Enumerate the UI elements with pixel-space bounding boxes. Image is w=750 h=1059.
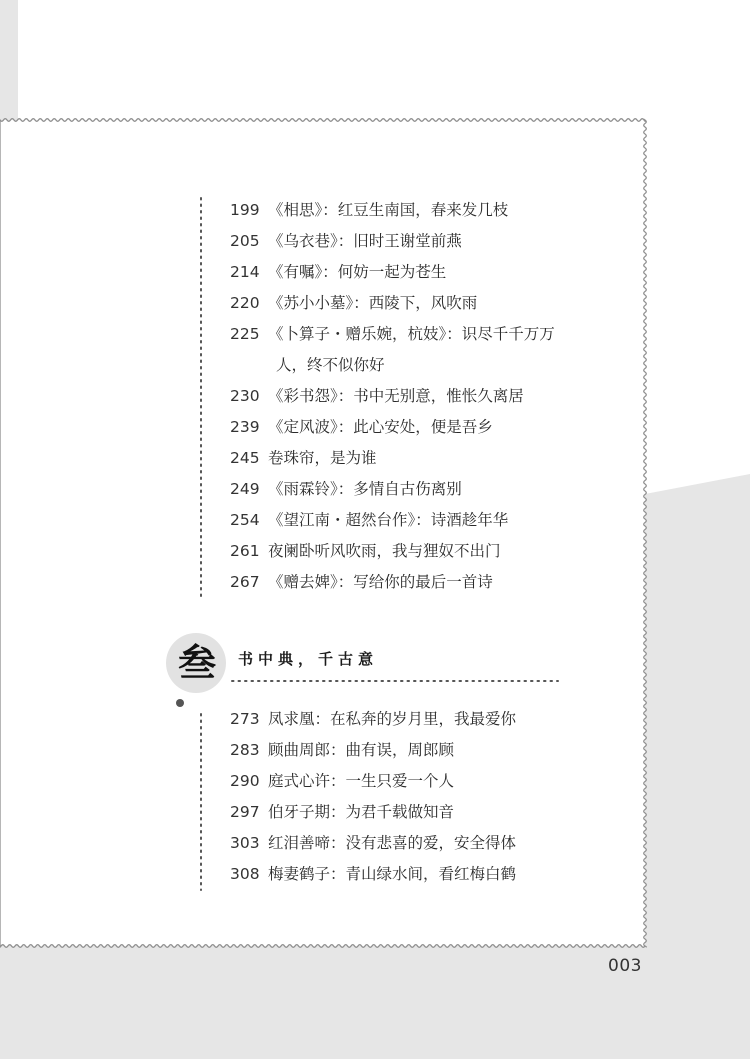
toc-title: 红泪善啼：没有悲喜的爱，安全得体: [268, 834, 517, 852]
toc-page-number: 214: [230, 263, 260, 281]
toc-title: 梅妻鹤子：青山绿水间，看红梅白鹤: [268, 865, 517, 883]
toc-title: 《相思》：红豆生南国，春来发几枝: [268, 201, 509, 219]
toc-title: 卷珠帘，是为谁: [268, 449, 377, 467]
toc-title: 《定风波》：此心安处，便是吾乡: [268, 418, 493, 436]
toc-page-number: 220: [230, 294, 260, 312]
toc-title: 凤求凰：在私奔的岁月里，我最爱你: [268, 710, 517, 728]
toc-page-number: 205: [230, 232, 260, 250]
section-marker-dot: [176, 699, 184, 707]
toc-page-number: 290: [230, 772, 260, 790]
page-number: 003: [608, 956, 642, 976]
toc-title: 《望江南・超然台作》：诗酒趁年华: [268, 511, 509, 529]
toc-page-number: 267: [230, 573, 260, 591]
toc-title: 庭式心许：一生只爱一个人: [268, 772, 455, 790]
toc-page-number: 303: [230, 834, 260, 852]
toc-page-number: 273: [230, 710, 260, 728]
toc-title: 《苏小小墓》：西陵下，风吹雨: [268, 294, 478, 312]
section-marker: 叁: [177, 640, 216, 685]
toc-title: 《乌衣巷》：旧时王谢堂前燕: [268, 232, 462, 250]
toc-title: 《雨霖铃》：多情自古伤离别: [268, 480, 462, 498]
toc-page-number: 308: [230, 865, 260, 883]
toc-page-number: 225: [230, 325, 260, 343]
toc-title: 伯牙子期：为君千载做知音: [268, 803, 455, 821]
toc-page-number: 283: [230, 741, 260, 759]
toc-title: 《有嘱》：何妨一起为苍生: [268, 263, 447, 281]
toc-title: 夜阑卧听风吹雨，我与狸奴不出门: [268, 542, 501, 560]
toc-page-number: 254: [230, 511, 260, 529]
toc-title-continuation: 人，终不似你好: [276, 356, 385, 374]
toc-title: 《卜算子・赠乐婉，杭妓》：识尽千千万万: [268, 325, 555, 343]
toc-page-number: 261: [230, 542, 260, 560]
toc-page-number: 297: [230, 803, 260, 821]
toc-title: 《赠去婢》：写给你的最后一首诗: [268, 573, 493, 591]
toc-page-number: 245: [230, 449, 260, 467]
section-title: 书中典，千古意: [238, 650, 379, 668]
toc-page-number: 239: [230, 418, 260, 436]
toc-page-number: 230: [230, 387, 260, 405]
toc-title: 《彩书怨》：书中无别意，惟怅久离居: [268, 387, 524, 405]
toc-page-number: 199: [230, 201, 260, 219]
toc-page-number: 249: [230, 480, 260, 498]
toc-title: 顾曲周郎：曲有误，周郎顾: [268, 741, 455, 759]
